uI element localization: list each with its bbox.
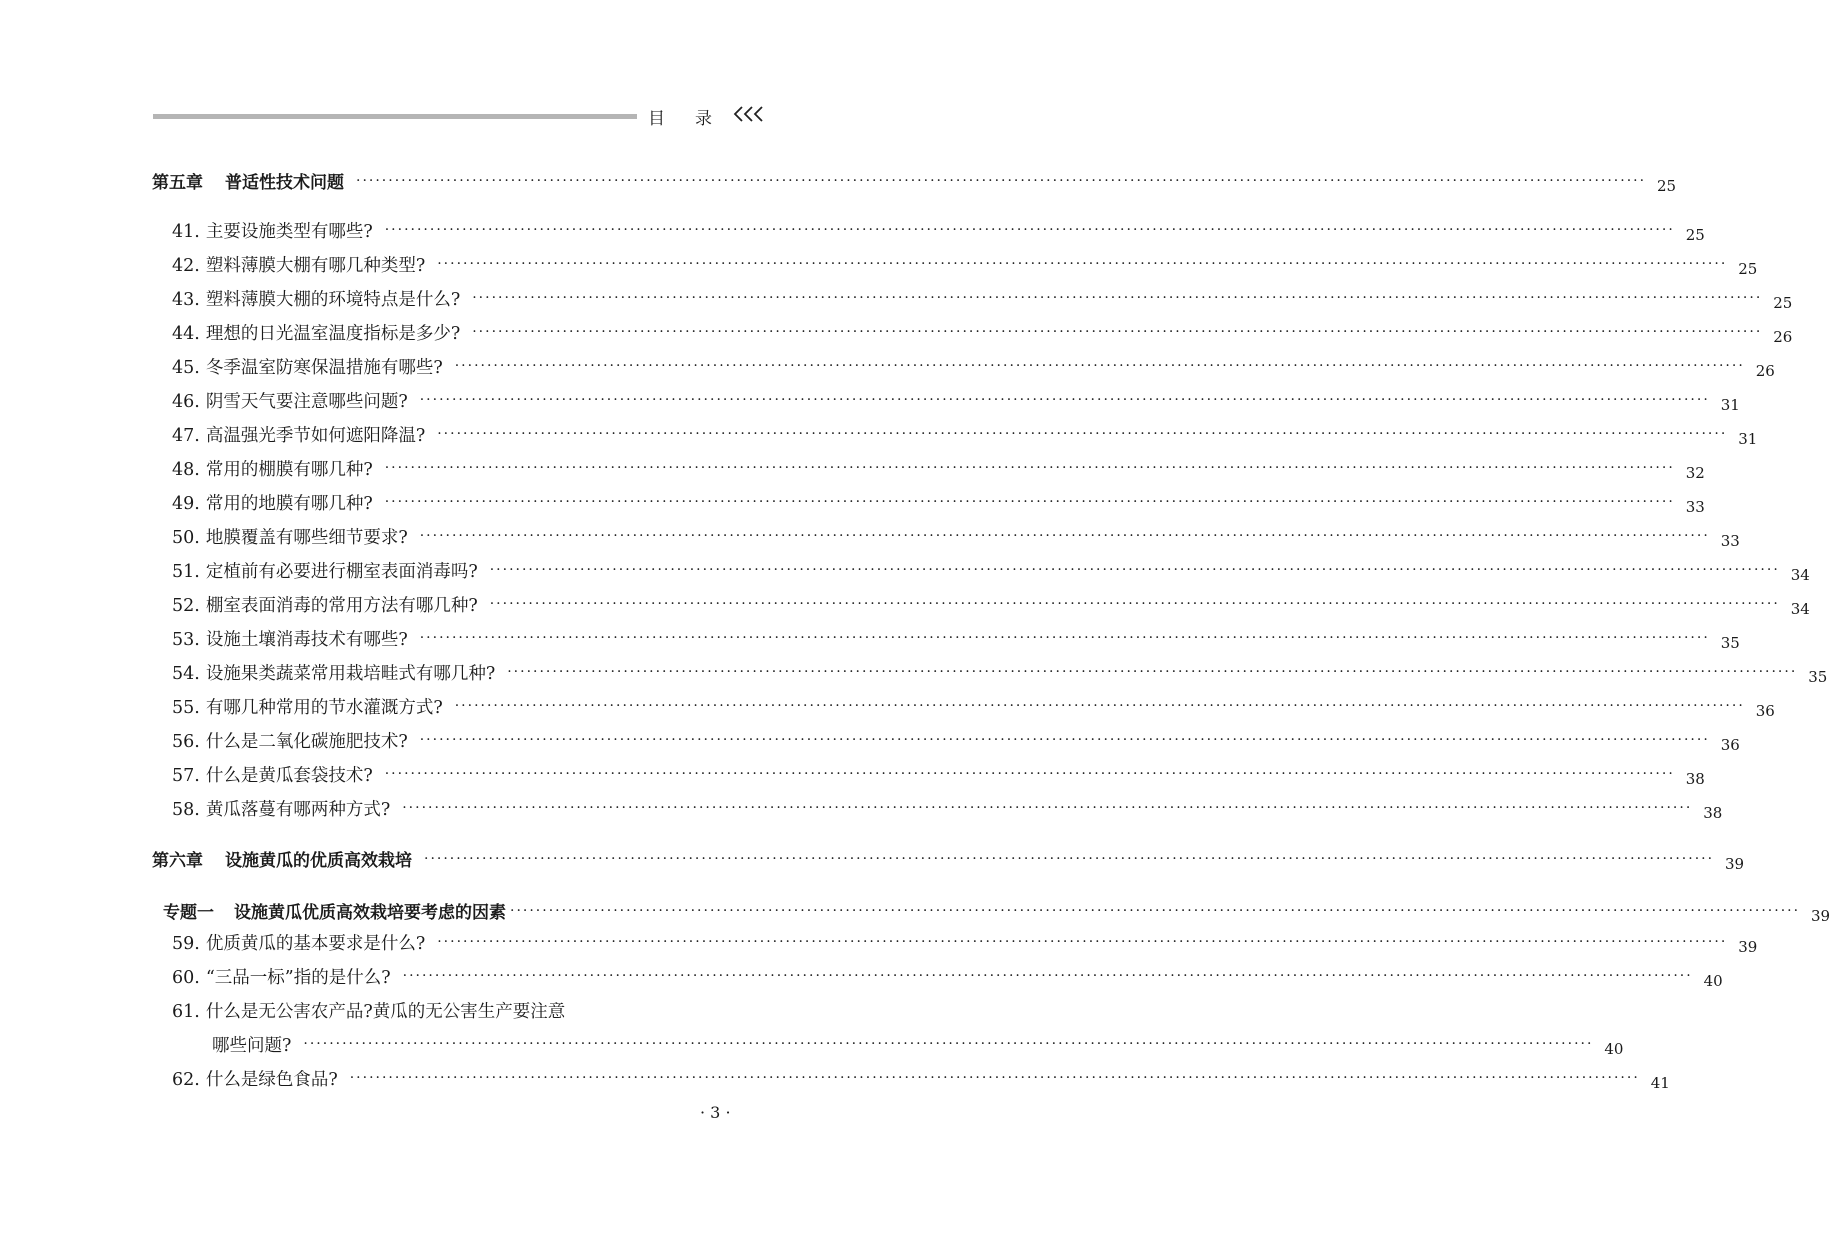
leader-dots: ········································································································································································································ [402,968,1693,984]
page-number: 40 [1604,1040,1624,1058]
item-text: 优质黄瓜的基本要求是什么? [205,934,426,954]
item-number: 46. [172,392,200,412]
page-number: 25 [1738,260,1758,278]
chapter-title: 第六章 [152,851,203,871]
item-text: 棚室表面消毒的常用方法有哪几种? [205,596,478,616]
page-number: 34 [1790,566,1810,584]
leader-dots: ········································································································································································································ [507,664,1798,680]
toc-item[interactable] [172,558,1810,584]
leader-dots: ········································································································································································································ [419,630,1710,646]
leader-dots: ········································································································································································································ [384,766,1675,782]
leader-dots: ········································································································································································································ [472,290,1763,306]
leader-dots: ········································································································································································································ [454,358,1745,374]
page-number: 33 [1720,532,1740,550]
item-number: 47. [172,426,200,446]
toc-item[interactable] [172,456,1705,482]
item-number: 55. [172,698,200,718]
toc-item[interactable] [172,626,1740,652]
item-number: 58. [172,800,200,820]
item-text: 常用的地膜有哪几种? [205,494,373,514]
toc-item[interactable] [172,796,1723,822]
item-text: 高温强光季节如何遮阳降温? [205,426,426,446]
leader-dots: ········································································································································································································ [356,173,1647,189]
toc-item[interactable] [172,388,1740,414]
leader-dots: ········································································································································································································ [419,392,1710,408]
toc-item-62[interactable] [172,1066,1670,1092]
item-text: “三品一标”指的是什么? [205,968,391,988]
item-text-continued: 哪些问题? [212,1036,292,1056]
page-number: 25 [1656,177,1677,195]
item-number: 49. [172,494,200,514]
toc-item[interactable] [172,286,1793,312]
toc-item[interactable] [172,694,1775,720]
page-number: 38 [1685,770,1705,788]
leader-dots: ········································································································································································································ [437,426,1728,442]
page-number: 41 [1650,1074,1670,1092]
topic-title: 专题一 [163,903,214,923]
page-number: 25 [1773,294,1793,312]
page-number: 39 [1738,938,1758,956]
item-number: 48. [172,460,200,480]
toc-item[interactable] [172,422,1758,448]
item-text: 什么是黄瓜套袋技术? [205,766,373,786]
item-number: 59. [172,934,200,954]
toc-item[interactable] [172,354,1775,380]
item-number: 50. [172,528,200,548]
item-number: 61. [172,1002,200,1022]
item-number: 45. [172,358,200,378]
page-number: 31 [1720,396,1740,414]
toc-chapter-6[interactable] [152,846,1745,873]
page-number: 35 [1808,668,1828,686]
toc-item[interactable] [172,964,1723,990]
leader-dots: ········································································································································································································ [419,732,1710,748]
page-number: 26 [1755,362,1775,380]
item-text: 阴雪天气要注意哪些问题? [205,392,408,412]
item-number: 42. [172,256,200,276]
toc-topic-1[interactable] [163,898,1830,925]
toc-item[interactable] [172,762,1705,788]
chapter-name: 设施黄瓜的优质高效栽培 [225,851,412,871]
toc-item[interactable] [172,490,1705,516]
running-header [648,104,712,129]
leader-dots: ········································································································································································································ [510,903,1801,919]
item-number: 57. [172,766,200,786]
toc-item[interactable] [172,218,1705,244]
item-number: 62. [172,1070,200,1090]
page-number: 35 [1720,634,1740,652]
item-text: 常用的棚膜有哪几种? [205,460,373,480]
item-number: 41. [172,222,200,242]
item-text: 地膜覆盖有哪些细节要求? [205,528,408,548]
item-text: 设施土壤消毒技术有哪些? [205,630,408,650]
item-text: 黄瓜落蔓有哪两种方式? [205,800,391,820]
item-number: 52. [172,596,200,616]
page-number: 33 [1685,498,1705,516]
header-rule [153,114,637,119]
item-text: 什么是二氧化碳施肥技术? [205,732,408,752]
leader-dots: ········································································································································································································ [303,1036,1594,1052]
leader-dots: ········································································································································································································ [424,851,1715,867]
chapter-title: 第五章 [152,173,203,193]
page-number: 31 [1738,430,1758,448]
toc-item[interactable] [172,252,1758,278]
item-number: 43. [172,290,200,310]
chapter-name: 普适性技术问题 [225,173,344,193]
footer-page-number: · 3 · [700,1103,731,1122]
item-number: 54. [172,664,200,684]
page-number: 32 [1685,464,1705,482]
leader-dots: ········································································································································································································ [437,256,1728,272]
page-number: 39 [1810,907,1830,925]
toc-item[interactable] [172,524,1740,550]
page-number: 25 [1685,226,1705,244]
leader-dots: ········································································································································································································ [402,800,1693,816]
item-number: 44. [172,324,200,344]
leader-dots: ········································································································································································································ [472,324,1763,340]
page-number: 38 [1703,804,1723,822]
item-text: 设施果类蔬菜常用栽培畦式有哪几种? [205,664,496,684]
leader-dots: ········································································································································································································ [489,596,1780,612]
leader-dots: ········································································································································································································ [437,934,1728,950]
header-left: 目 [648,109,665,129]
chevron-left-triple-icon [732,104,766,124]
leader-dots: ········································································································································································································ [454,698,1745,714]
leader-dots: ········································································································································································································ [384,494,1675,510]
toc-item[interactable] [172,930,1758,956]
page-number: 36 [1755,702,1775,720]
toc-chapter-5[interactable] [152,168,1677,195]
toc-item[interactable] [172,660,1828,686]
page-number: 39 [1724,855,1745,873]
header-right: 录 [695,109,712,129]
item-text: 什么是绿色食品? [205,1070,338,1090]
item-text: 理想的日光温室温度指标是多少? [205,324,461,344]
page-number: 40 [1703,972,1723,990]
leader-dots: ········································································································································································································ [349,1070,1640,1086]
item-text: 主要设施类型有哪些? [205,222,373,242]
item-number: 51. [172,562,200,582]
leader-dots: ········································································································································································································ [384,222,1675,238]
item-text: 有哪几种常用的节水灌溉方式? [205,698,443,718]
toc-item-61-line2[interactable] [212,1032,1624,1058]
item-text: 定植前有必要进行棚室表面消毒吗? [205,562,478,582]
leader-dots: ········································································································································································································ [384,460,1675,476]
item-number: 56. [172,732,200,752]
toc-item-61-line1[interactable] [172,998,565,1023]
toc-item[interactable] [172,728,1740,754]
item-text: 塑料薄膜大棚有哪几种类型? [205,256,426,276]
item-text: 什么是无公害农产品?黄瓜的无公害生产要注意 [205,1002,566,1022]
item-number: 60. [172,968,200,988]
leader-dots: ········································································································································································································ [489,562,1780,578]
item-text: 冬季温室防寒保温措施有哪些? [205,358,443,378]
item-text: 塑料薄膜大棚的环境特点是什么? [205,290,461,310]
topic-name: 设施黄瓜优质高效栽培要考虑的因素 [234,903,506,923]
toc-item[interactable] [172,592,1810,618]
page-number: 26 [1773,328,1793,346]
page-number: 36 [1720,736,1740,754]
item-number: 53. [172,630,200,650]
page-number: 34 [1790,600,1810,618]
toc-item[interactable] [172,320,1793,346]
leader-dots: ········································································································································································································ [419,528,1710,544]
